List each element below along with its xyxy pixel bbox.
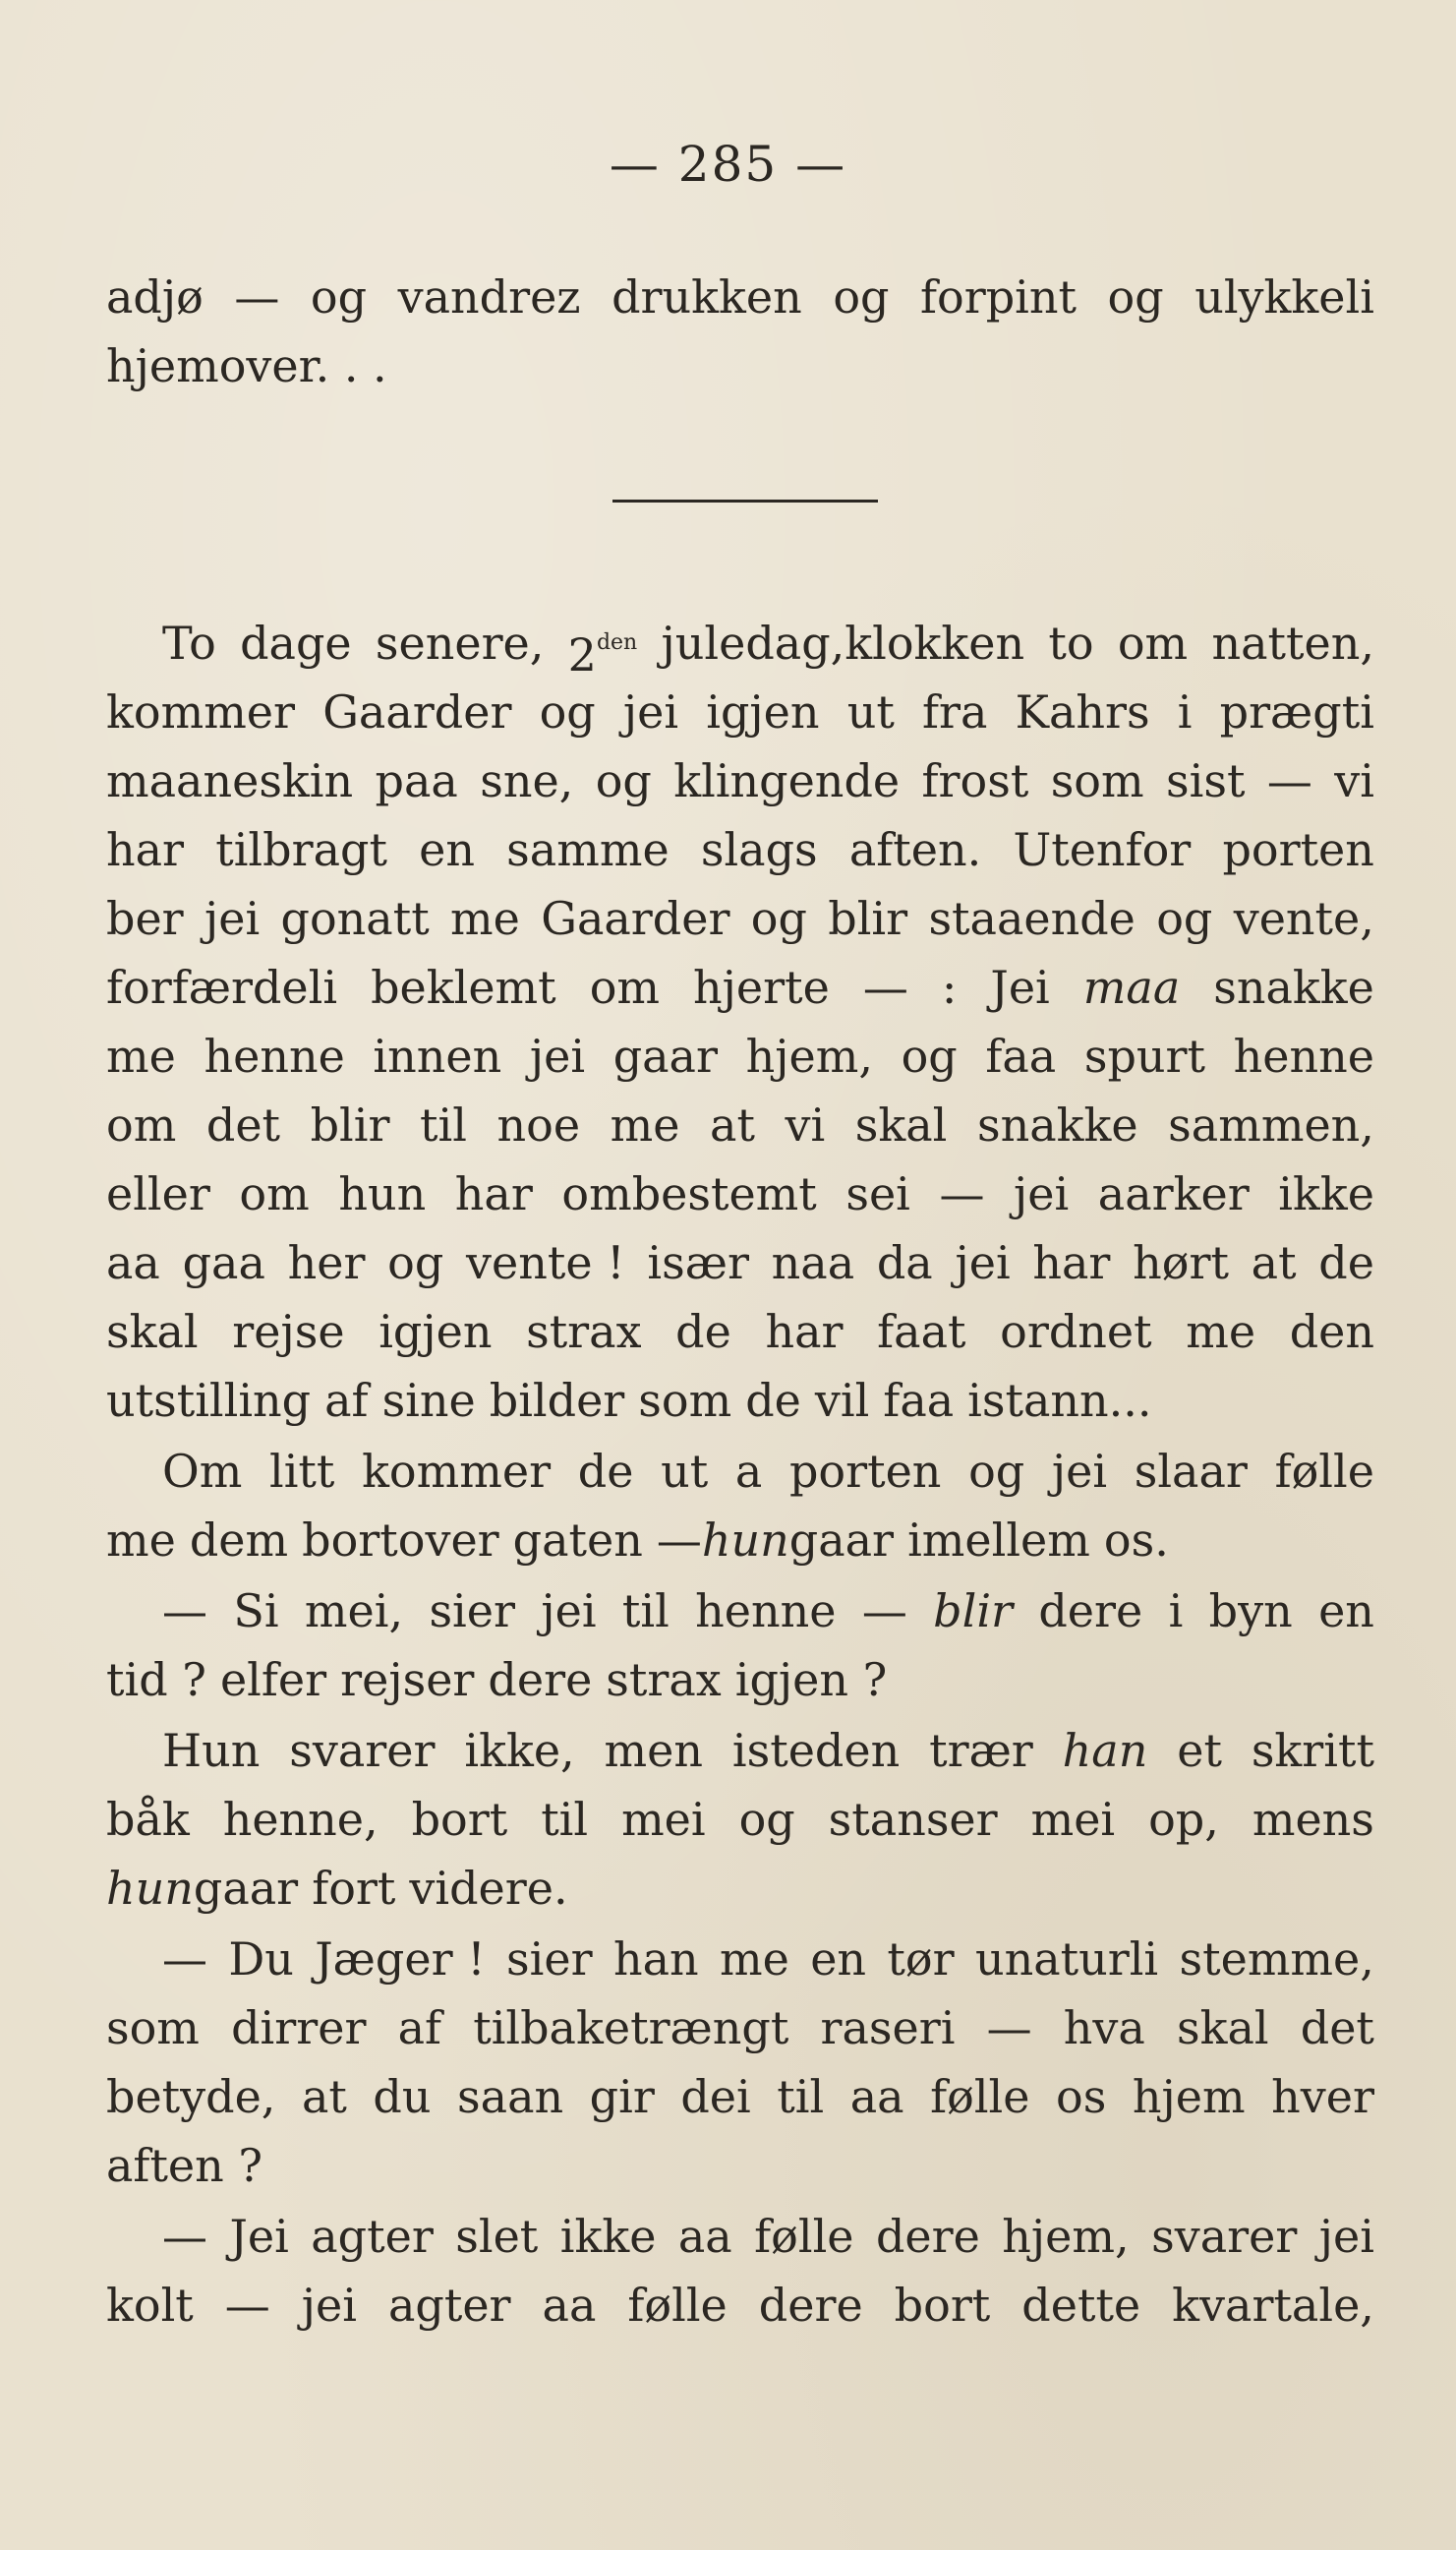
text-line-2 [106,336,1374,395]
word: rejse [232,1305,345,1358]
word: har [454,1167,533,1220]
word: trær [929,1724,1033,1777]
word: To [162,617,216,670]
word: sei [845,1167,910,1220]
word: i [1168,1584,1184,1637]
word: klingende [673,754,901,807]
word: kolt [106,2279,194,2332]
word: raseri [820,2001,956,2054]
word: prægti [1219,685,1374,739]
word: me [450,892,520,945]
word: som [106,2001,200,2054]
word: faat [877,1305,966,1358]
word: strax [526,1305,642,1358]
word: sammen, [1168,1098,1374,1152]
text-line-26 [162,2207,1374,2266]
word: juledag,klokken [661,617,1025,670]
word: til [777,2070,825,2123]
word: mei, [304,1584,404,1637]
word: videre. [409,1862,568,1915]
word: følle [627,2279,728,2332]
word: og [539,685,596,739]
word: me [610,1098,680,1152]
emphasized-word: maa [1082,961,1181,1014]
word: følle [754,2210,854,2263]
text-line-13 [106,1302,1374,1361]
word: igjen [379,1305,493,1358]
word: svarer [1151,2210,1298,2263]
word: Du [228,1932,294,1986]
word: jei [1318,2210,1374,2263]
word: Gaarder [541,892,730,945]
word: drukken [612,270,802,324]
word: har [1032,1236,1111,1289]
text-line-27 [106,2276,1374,2335]
word: — [656,1513,702,1567]
word: gaar [788,1513,895,1567]
word: at [1251,1236,1297,1289]
word: sier [429,1584,515,1637]
word: gaar [193,1862,299,1915]
word: : [941,961,958,1014]
word: hjerte [693,961,830,1014]
word: skal [1176,2001,1269,2054]
word: porten [788,1445,942,1498]
text-line-15 [162,1442,1374,1501]
word: Jei [229,2210,289,2263]
word: hva [1063,2001,1145,2054]
word: mens [1252,1793,1374,1846]
word: kommer [362,1445,552,1498]
word: fort [312,1862,396,1915]
word: forpint [920,270,1077,324]
word: noe [496,1098,581,1152]
word: som [1050,754,1144,807]
word: beklemt [371,961,556,1014]
word: maaneskin [106,754,354,807]
word: dere [488,1653,593,1706]
word: og [738,1793,795,1846]
word: tør [887,1932,955,1986]
word: fra [921,685,988,739]
word: båk [106,1793,190,1846]
word: byn [1208,1584,1293,1637]
word: den [1289,1305,1374,1358]
word: hjemover. . . [106,339,387,392]
superscript: den [596,630,638,655]
word: frost [921,754,1029,807]
word: har [106,823,185,876]
word: bilder [489,1374,625,1427]
word: — [1266,754,1312,807]
word: og [310,270,368,324]
word: tilbaketrængt [473,2001,789,2054]
word: blir [828,892,908,945]
word: — [861,1584,907,1637]
text-line-12 [106,1233,1374,1292]
word: ber [106,892,184,945]
word: jei [301,2279,357,2332]
word: dere [758,2279,863,2332]
word: igjen [706,685,820,739]
word: jei [955,1236,1011,1289]
word: hjem [1132,2070,1246,2123]
word: me [106,1030,176,1083]
word: — [162,1584,207,1637]
word: du [373,2070,432,2123]
word: sine [381,1374,476,1427]
text-line-25 [106,2136,1374,2195]
section-divider [612,500,878,503]
word: rejser [340,1653,475,1706]
word: Om [162,1445,243,1498]
word: ut [661,1445,709,1498]
word: men [604,1724,704,1777]
word: naa [771,1236,855,1289]
text-line-1 [106,267,1374,326]
word: — [162,1932,207,1986]
word: de [1318,1236,1374,1289]
word: og [1107,270,1164,324]
word: me [719,1932,789,1986]
word: især [647,1236,749,1289]
word: me [1186,1305,1256,1358]
word: det [1300,2001,1374,2054]
word: faa [883,1374,955,1427]
text-line-5 [106,751,1374,810]
word: istann... [967,1374,1152,1427]
word: imellem [907,1513,1090,1567]
word: agter [387,2279,511,2332]
word: gaten [512,1513,643,1567]
word: og [387,1236,444,1289]
word: — [162,2210,207,2263]
word: ikke, [464,1724,575,1777]
word: — [939,1167,985,1220]
word: to [1048,617,1094,670]
word: dei [680,2070,751,2123]
word: sne, [480,754,574,807]
word: som [638,1374,732,1427]
word: vi [1334,754,1374,807]
word: — [224,2279,270,2332]
word: en [810,1932,867,1986]
word: slaar [1134,1445,1248,1498]
word: isteden [731,1724,901,1777]
word: tid ? [106,1653,206,1706]
word: natten, [1211,617,1374,670]
word: aften ? [106,2139,263,2192]
text-line-20 [106,1790,1374,1849]
text-line-11 [106,1164,1374,1223]
word: kvartale, [1172,2279,1374,2332]
word: paa [375,754,458,807]
word: henne [1233,1030,1374,1083]
word: vente ! [466,1236,625,1289]
word: gaa [182,1236,265,1289]
word: hver [1271,2070,1374,2123]
word: jei [1014,1167,1070,1220]
word: — [986,2001,1032,2054]
word: Si [233,1584,279,1637]
word: skal [106,1305,199,1358]
emphasized-word: hun [106,1862,194,1915]
word: jei [204,892,261,945]
word: bortover [302,1513,499,1567]
word: her [287,1236,366,1289]
word: sist [1166,754,1246,807]
word: om [1117,617,1189,670]
word: jei [541,1584,597,1637]
text-line-4 [106,682,1374,741]
word: Kahrs [1015,685,1150,739]
word: dirrer [231,2001,367,2054]
ordinal-word: $2^{den}$ [567,628,638,682]
text-line-9 [106,1027,1374,1086]
word: op, [1148,1793,1219,1846]
text-line-7 [106,889,1374,948]
word: ombestemt [561,1167,817,1220]
word: snakke [976,1098,1138,1152]
word: sier [506,1932,593,1986]
word: Jæger ! [315,1932,486,1986]
word: om [589,961,661,1014]
word: det [205,1098,281,1152]
word: stemme, [1179,1932,1374,1986]
word: mei [1030,1793,1116,1846]
word: utstilling [106,1374,312,1427]
word: og [968,1445,1025,1498]
word: strax [606,1653,722,1706]
word: om [106,1098,177,1152]
word: — [862,961,908,1014]
word: hjem, [745,1030,873,1083]
word: de [577,1445,634,1498]
word: samme [506,823,670,876]
word: til [541,1793,589,1846]
word: hørt [1133,1236,1229,1289]
word: aa [542,2279,597,2332]
word: aa [106,1236,160,1289]
word: ikke [1278,1167,1374,1220]
emphasized-word: han [1062,1724,1148,1777]
word: Hun [162,1724,261,1777]
text-line-14 [106,1371,1374,1430]
emphasized-word: blir [933,1584,1014,1637]
word: aa [677,2210,732,2263]
word: jei [529,1030,586,1083]
text-line-17 [162,1581,1374,1640]
word: kommer [106,685,296,739]
text-line-24 [106,2067,1374,2126]
page-number: — 285 — [609,136,847,193]
word: Gaarder [322,685,512,739]
word: vil [814,1374,870,1427]
word: spurt [1083,1030,1206,1083]
word: staaende [928,892,1136,945]
word: slags [700,823,818,876]
text-line-19 [162,1721,1374,1780]
word: blir [310,1098,390,1152]
word: jei [1051,1445,1108,1498]
word: en [1318,1584,1374,1637]
word: Jei [990,961,1050,1014]
word: gir [589,2070,655,2123]
word: vente, [1233,892,1374,945]
word: ut [846,685,895,739]
word: vandrez [397,270,581,324]
word: i [1177,685,1193,739]
word: henne [204,1030,345,1083]
word: skritt [1251,1724,1374,1777]
word: de [745,1374,801,1427]
word: gaar [612,1030,718,1083]
word: at [301,2070,347,2123]
word: tilbragt [215,823,387,876]
word: et [1177,1724,1222,1777]
word: henne, [222,1793,379,1846]
word: bort [411,1793,508,1846]
word: — [234,270,280,324]
word: unaturli [974,1932,1159,1986]
text-line-22 [162,1929,1374,1988]
text-line-18 [106,1650,1374,1709]
word: han [612,1932,699,1986]
word: elfer [219,1653,327,1706]
word: følle [1274,1445,1374,1498]
word: igjen ? [734,1653,888,1706]
word: Utenfor [1013,823,1192,876]
word: ordnet [1000,1305,1152,1358]
text-line-21 [106,1859,1374,1918]
word: de [675,1305,731,1358]
word: betyde, [106,2070,276,2123]
word: bort [894,2279,991,2332]
word: litt [269,1445,335,1498]
word: eller [106,1167,210,1220]
word: til [420,1098,467,1152]
word: dette [1021,2279,1141,2332]
word: og [595,754,652,807]
word: os [1056,2070,1107,2123]
word: af [324,1374,369,1427]
word: mei [621,1793,706,1846]
text-line-16 [106,1511,1374,1570]
word: dere [875,2210,980,2263]
text-line-8 [106,958,1374,1017]
word: gonatt [280,892,430,945]
word: at [710,1098,755,1152]
word: og [901,1030,958,1083]
word: og [1156,892,1213,945]
word: a [734,1445,763,1498]
word: dere [1038,1584,1143,1637]
word: saan [457,2070,564,2123]
word: stanser [828,1793,998,1846]
text-line-3 [162,614,1374,684]
word: skal [854,1098,948,1152]
word: dage [240,617,352,670]
word: da [876,1236,933,1289]
word: agter [311,2210,434,2263]
text-line-23 [106,1998,1374,2057]
word: om [239,1167,310,1220]
word: os. [1103,1513,1169,1567]
word: senere, [375,617,545,670]
word: adjø [106,270,204,324]
emphasized-word: hun [701,1513,789,1567]
word: henne [695,1584,837,1637]
word: aften. [848,823,982,876]
word: porten [1222,823,1374,876]
word: forfærdeli [106,961,338,1014]
word: innen [373,1030,502,1083]
word: hun [338,1167,427,1220]
word: har [765,1305,844,1358]
word: følle [930,2070,1030,2123]
word: aarker [1097,1167,1250,1220]
word: en [419,823,475,876]
word: vi [785,1098,826,1152]
word: jei [622,685,679,739]
word: svarer [289,1724,436,1777]
word: og [750,892,807,945]
word: dem [189,1513,289,1567]
word: af [397,2001,442,2054]
word: og [833,270,890,324]
word: slet [455,2210,539,2263]
word: hjem, [1002,2210,1130,2263]
word: snakke [1213,961,1374,1014]
word: me [106,1513,176,1567]
word: aa [849,2070,904,2123]
text-line-10 [106,1096,1374,1155]
text-line-6 [106,820,1374,879]
word: til [621,1584,670,1637]
word: ikke [559,2210,657,2263]
word: ulykkeli [1194,270,1374,324]
word: faa [985,1030,1057,1083]
